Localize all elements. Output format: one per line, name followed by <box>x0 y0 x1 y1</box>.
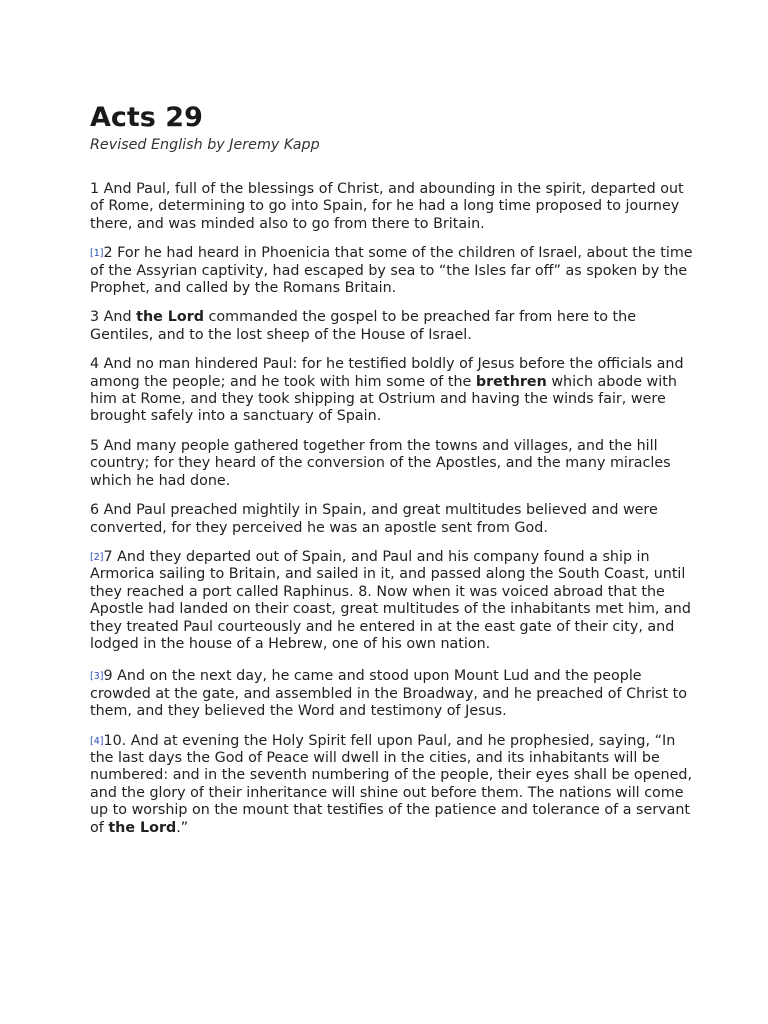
verse-3 <box>90 309 700 344</box>
verse-text: 1 And Paul, full of the blessings of Christ, and abounding in the spirit, departed out of Rome, determining to go into Spain, for he had a long time proposed to journey there, and was minded also to go from there to Britain. <box>90 181 684 232</box>
verse-6 <box>90 502 700 537</box>
footnote-link-2[interactable]: [2] <box>90 551 104 563</box>
verse-text: 6 And Paul preached mightily in Spain, and great multitudes believed and were converted, for they perceived he was an apostle sent from God. <box>90 502 658 536</box>
page-title: Acts 29 <box>90 102 203 133</box>
verse-9 <box>90 668 700 720</box>
verse-4 <box>90 356 700 426</box>
verse-text: 5 And many people gathered together from the towns and villages, and the hill country; for they heard of the conversion of the Apostles, and the many miracles which he had done. <box>90 437 671 489</box>
verse-5 <box>90 438 700 490</box>
document-page <box>90 100 700 849</box>
verse-text: 7 And they departed out of Spain, and Paul and his company found a ship in Armorica sailing to Britain, and sailed in it, and passed along the South Coast, until they reached a port called Raphinus. 8. Now when it was voiced abroad that the Apostle had landed on their coast, great multitudes of the inhabitants met him, and they treated Paul courteously and he entered in at the east gate of their city, and lodged in the house of a Hebrew, one of his own nation. <box>90 548 691 652</box>
verse-text: 3 And <box>90 309 137 326</box>
verse-1 <box>90 181 700 233</box>
verse-bold-text: the Lord <box>136 309 205 326</box>
verse-text: 4 And no man hindered Paul: for he testified boldly of Jesus before the officials and among the people; and he took with him some of the <box>90 356 684 390</box>
verse-2 <box>90 245 700 297</box>
verse-text: commanded the gospel to be preached far from here to the Gentiles, and to the lost sheep of the House of Israel. <box>90 309 637 343</box>
verse-7 <box>90 549 700 653</box>
footnote-link-1[interactable]: [1] <box>90 248 104 260</box>
verse-text: 2 For he had heard in Phoenicia that some of the children of Israel, about the time of the Assyrian captivity, had escaped by sea to “the Isles far off” as spoken by the Prophet, and called by the Romans Britain. <box>90 245 693 297</box>
verse-text: 10. And at evening the Holy Spirit fell upon Paul, and he prophesied, saying, “In the last days the God of Peace will dwell in the cities, and its inhabitants will be numbered: and in the seventh numbering of the people, their eyes shall be opened, and the glory of their inheritance will shine out before them. The nations will come up to worship on the mount that testifies of the patience and tolerance of a servant of <box>90 732 693 836</box>
verse-bold-text: brethren <box>475 373 547 390</box>
footnote-link-4[interactable]: [4] <box>90 735 104 747</box>
page-subtitle: Revised English by Jeremy Kapp <box>90 137 320 153</box>
verse-text: 9 And on the next day, he came and stood upon Mount Lud and the people crowded at the gate, and assembled in the Broadway, and he preached of Christ to them, and they believed the Word and testimony of Jesus. <box>90 668 687 720</box>
verse-10 <box>90 733 700 837</box>
footnote-link-3[interactable]: [3] <box>90 671 104 683</box>
verse-text: which abode with him at Rome, and they took shipping at Ostrium and having the winds fair, were brought safely into a sanctuary of Spain. <box>90 373 677 425</box>
verse-text: .” <box>176 819 189 836</box>
verse-bold-text: the Lord <box>108 819 177 836</box>
